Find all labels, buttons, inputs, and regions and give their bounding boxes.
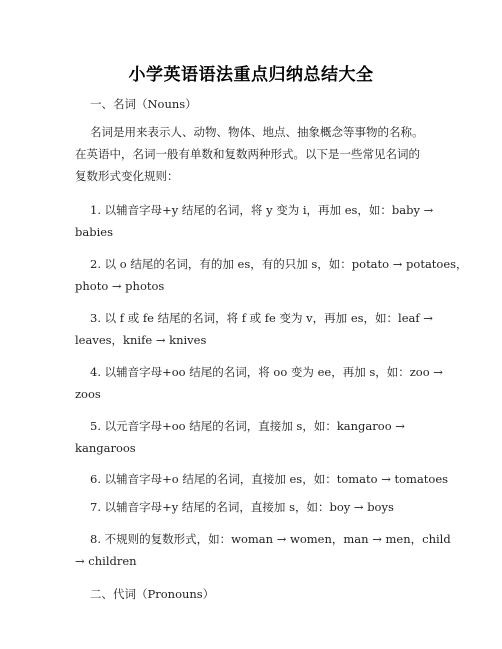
intro-line: 名词是用来表示人、动物、物体、地点、抽象概念等事物的名称。 <box>90 125 424 139</box>
rule-2-line: photo → photos <box>75 279 165 293</box>
intro-line: 复数形式变化规则： <box>75 169 179 183</box>
rule-4-line: 4. 以辅音字母+oo 结尾的名词，将 oo 变为 ee，再加 s，如：zoo → <box>90 365 443 379</box>
rule-2-line: 2. 以 o 结尾的名词，有的加 es，有的只加 s，如：potato → potatoes， <box>90 257 468 271</box>
rule-3-line: 3. 以 f 或 fe 结尾的名词，将 f 或 fe 变为 v，再加 es，如：leaf → <box>90 311 433 325</box>
rule-8-line: 8. 不规则的复数形式，如：woman → women，man → men，child <box>90 532 451 546</box>
section-heading-pronouns: 二、代词（Pronouns） <box>90 587 215 601</box>
rule-7-line: 7. 以辅音字母+y 结尾的名词，直接加 s，如：boy → boys <box>90 500 394 514</box>
section-heading-nouns: 一、名词（Nouns） <box>90 97 197 111</box>
rule-1-line: babies <box>75 225 113 239</box>
rule-5-line: 5. 以元音字母+oo 结尾的名词，直接加 s，如：kangaroo → <box>90 419 405 433</box>
rule-4-line: zoos <box>75 387 101 401</box>
intro-line: 在英语中，名词一般有单数和复数两种形式。以下是一些常见名词的 <box>75 147 420 161</box>
rule-6-line: 6. 以辅音字母+o 结尾的名词，直接加 es，如：tomato → tomatoes <box>90 472 449 486</box>
rule-5-line: kangaroos <box>75 441 136 455</box>
rule-3-line: leaves，knife → knives <box>75 333 207 347</box>
rule-8-line: → children <box>75 554 137 568</box>
document-title: 小学英语语法重点归纳总结大全 <box>128 65 374 85</box>
rule-1-line: 1. 以辅音字母+y 结尾的名词，将 y 变为 i，再加 es，如：baby → <box>90 203 434 217</box>
